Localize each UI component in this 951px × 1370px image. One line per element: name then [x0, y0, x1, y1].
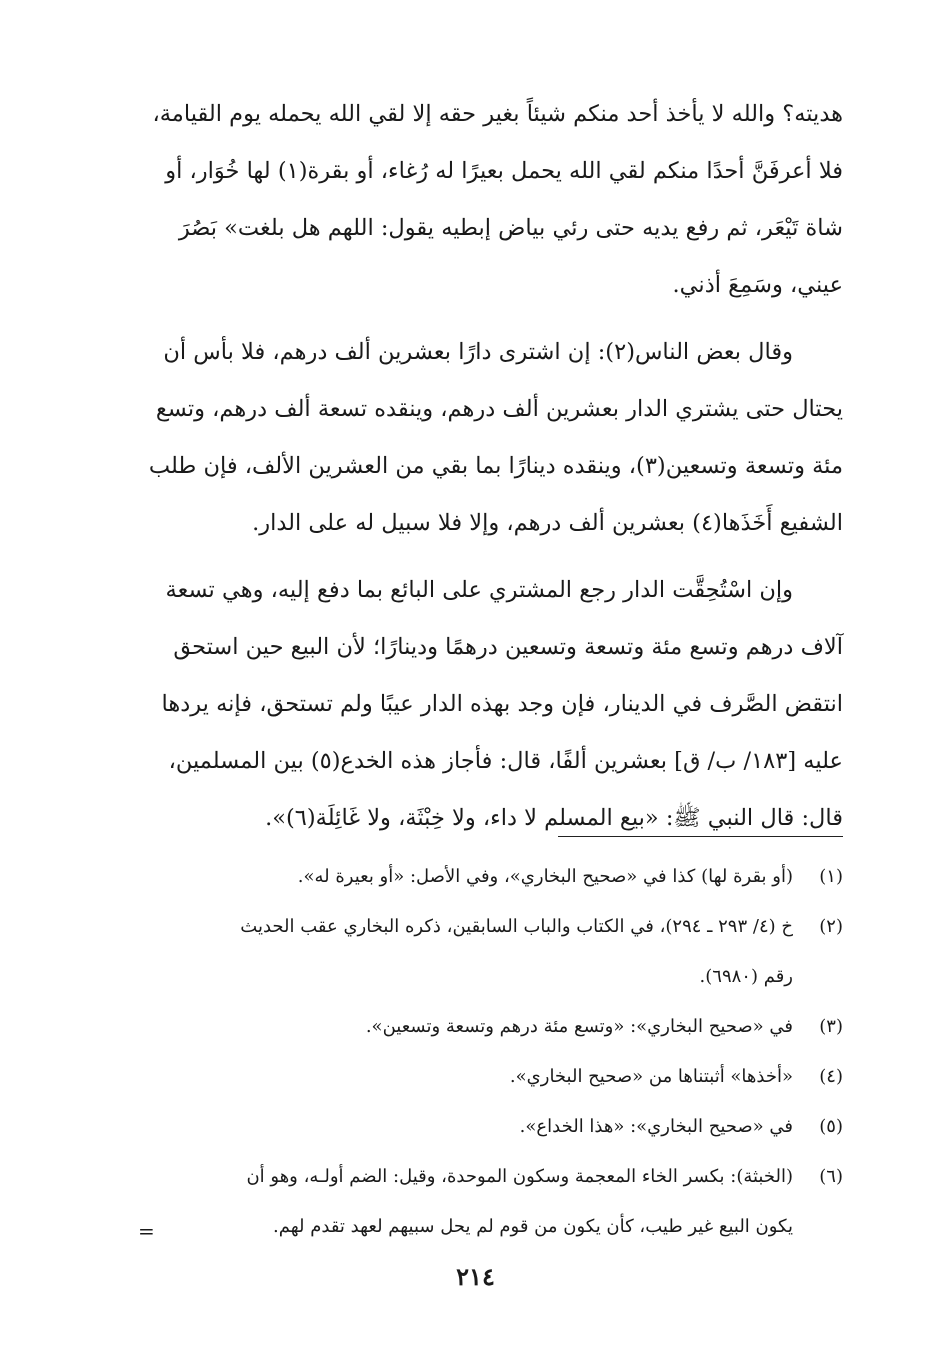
footnote-line: (الخبثة): بكسر الخاء المعجمة وسكون الموحدة، وقيل: الضم أولـه، وهو أن	[246, 1166, 793, 1187]
footnote-number: (١)	[819, 866, 843, 887]
footnote-2	[128, 902, 843, 1002]
footnote-number: (٦)	[819, 1166, 843, 1187]
footnote-text	[128, 1002, 793, 1052]
text-line: فلا أعرفَنَّ أحدًا منكم لقي الله يحمل بعيرًا له رُغاء، أو بقرة(١) لها خُوَار، أو	[165, 158, 843, 184]
main-text	[128, 86, 843, 847]
paragraph-3	[128, 562, 843, 847]
footnote-line: (أو بقرة لها) كذا في «صحيح البخاري»، وفي الأصل: «أو بعيرة له».	[297, 866, 793, 887]
text-line: قال: قال النبي ﷺ: «بيع المسلم لا داء، ولا خِبْثَة، ولا غَائِلَة(٦)».	[265, 805, 843, 831]
footnote-5	[128, 1102, 843, 1152]
paragraph-2	[128, 324, 843, 552]
text-line: شاة تَيْعَر، ثم رفع يديه حتى رئي بياض إبطيه يقول: اللهم هل بلغت» بَصُرَ	[178, 215, 843, 241]
footnote-number: (٥)	[819, 1116, 843, 1137]
footnote-1	[128, 852, 843, 902]
page-number: ٢١٤	[456, 1262, 495, 1291]
footnote-line: «أخذها» أثبتناها من «صحيح البخاري».	[509, 1066, 793, 1087]
footnote-number: (٢)	[819, 916, 843, 937]
text-line: انتقض الصَّرف في الدينار، فإن وجد بهذه الدار عيبًا ولم تستحق، فإنه يردها	[161, 691, 843, 717]
text-line: يحتال حتى يشتري الدار بعشرين ألف درهم، وينقده تسعة ألف درهم، وتسع	[155, 396, 843, 422]
footnote-separator	[558, 836, 843, 837]
footnote-text	[128, 1102, 793, 1152]
footnote-number: (٣)	[819, 1016, 843, 1037]
text-line: عيني، وسَمِعَ أذني.	[672, 272, 843, 298]
footnote-3	[128, 1002, 843, 1052]
text-line: عليه [١٨٣/ ب/ ق] بعشرين ألفًا، قال: فأجاز هذه الخدع(٥) بين المسلمين،	[168, 748, 843, 774]
text-line: وقال بعض الناس(٢): إن اشترى دارًا بعشرين ألف درهم، فلا بأس أن	[163, 339, 793, 365]
footnote-line: في «صحيح البخاري»: «هذا الخداع».	[519, 1116, 793, 1137]
footnote-line: رقم (٦٩٨٠).	[699, 966, 793, 987]
footnotes	[128, 852, 843, 1252]
text-line: آلاف درهم وتسع مئة وتسعة وتسعين درهمًا ودينارًا؛ لأن البيع حين استحق	[173, 634, 843, 660]
footnote-6	[128, 1152, 843, 1252]
continuation-mark: =	[138, 1219, 155, 1243]
text-line: الشفيع أَخَذَها(٤) بعشرين ألف درهم، وإلا فلا سبيل له على الدار.	[252, 510, 843, 536]
text-line: هديته؟ والله لا يأخذ أحد منكم شيئاً بغير حقه إلا لقي الله يحمله يوم القيامة،	[152, 101, 843, 127]
footnote-text	[128, 852, 793, 902]
paragraph-1	[128, 86, 843, 314]
footnote-text	[128, 902, 793, 1002]
text-line: وإن اسْتُحِقَّت الدار رجع المشتري على البائع بما دفع إليه، وهي تسعة	[165, 577, 793, 603]
footnote-number: (٤)	[819, 1066, 843, 1087]
footnote-line: يكون البيع غير طيب، كأن يكون من قوم لم يحل سبيهم لعهد تقدم لهم.	[273, 1216, 793, 1237]
footnote-4	[128, 1052, 843, 1102]
footnote-line: خ (٤/ ٢٩٣ ـ ٢٩٤)، في الكتاب والباب السابقين، ذكره البخاري عقب الحديث	[240, 916, 793, 937]
footnote-text	[128, 1052, 793, 1102]
text-line: مئة وتسعة وتسعين(٣)، وينقده دينارًا بما بقي من العشرين الألف، فإن طلب	[148, 453, 843, 479]
footnote-text	[128, 1152, 793, 1252]
footnote-line: في «صحيح البخاري»: «وتسع مئة درهم وتسعة وتسعين».	[365, 1016, 793, 1037]
